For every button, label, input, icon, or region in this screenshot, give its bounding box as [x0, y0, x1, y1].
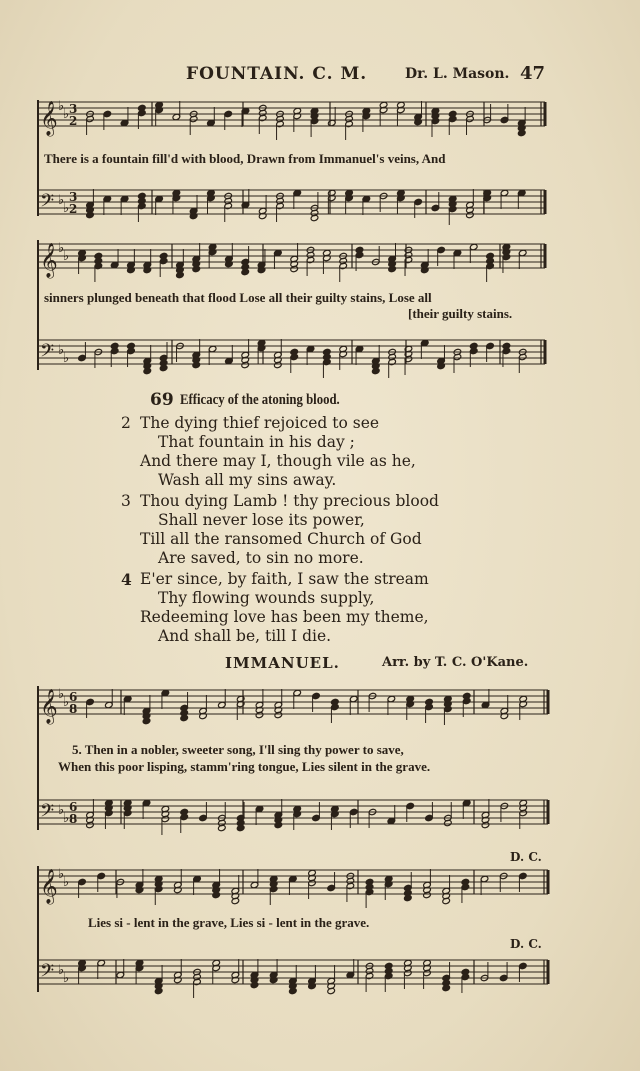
verse-2-line-2: That fountain in his day ; — [158, 433, 355, 451]
verse-4-line-2: Thy flowing wounds supply, — [158, 589, 375, 607]
bass-clef-icon: 𝄢 — [40, 961, 55, 986]
flat-sign-icon: ♭ — [58, 803, 65, 818]
flat-sign-icon: ♭ — [63, 875, 70, 890]
verse-3-number: 3 — [121, 492, 131, 510]
verse-4-line-1: E'er since, by faith, I saw the stream — [140, 570, 429, 588]
verse-2-line-4: Wash all my sins away. — [158, 471, 337, 489]
bass-clef-icon: 𝄢 — [40, 341, 55, 366]
composer-credit: Dr. L. Mason. — [405, 66, 510, 82]
flat-sign-icon: ♭ — [58, 193, 65, 208]
immanuel-lyric-line-1: 5. Then in a nobler, sweeter song, I'll sing thy power to save, — [72, 742, 404, 757]
flat-sign-icon: ♭ — [63, 249, 70, 264]
tune-title-immanuel: IMMANUEL. — [225, 654, 340, 672]
flat-sign-icon: ♭ — [58, 963, 65, 978]
da-capo-mark-bottom: D. C. — [510, 937, 542, 951]
tune-title-fountain: FOUNTAIN. C. M. — [186, 64, 368, 84]
treble-clef-icon: 𝄞 — [40, 101, 58, 136]
flat-sign-icon: ♭ — [58, 343, 65, 358]
fountain-lyric-line-1: There is a fountain fill'd with blood, Drawn from Immanuel's veins, And — [44, 151, 446, 166]
bass-clef-icon: 𝄢 — [40, 191, 55, 216]
verse-3-line-2: Shall never lose its power, — [158, 511, 365, 529]
verse-2-number: 2 — [121, 414, 131, 432]
verse-3-line-1: Thou dying Lamb ! thy precious blood — [140, 492, 439, 510]
time-signature-bottom: 2 — [69, 202, 78, 216]
bass-clef-icon: 𝄢 — [40, 801, 55, 826]
arranger-credit: Arr. by T. C. O'Kane. — [382, 655, 529, 670]
flat-sign-icon: ♭ — [63, 971, 70, 986]
time-signature-top: 3 — [69, 102, 78, 116]
verse-4-line-4: And shall be, till I die. — [158, 627, 332, 645]
flat-sign-icon: ♭ — [63, 811, 70, 826]
page-number: 47 — [520, 63, 546, 84]
hymn-subtitle: Efficacy of the atoning blood. — [180, 392, 340, 408]
flat-sign-icon: ♭ — [63, 695, 70, 710]
flat-sign-icon: ♭ — [58, 241, 65, 256]
immanuel-lyric-line-2: When this poor lisping, stamm'ring tongue, Lies silent in the grave. — [58, 759, 431, 774]
time-signature-top: 3 — [69, 190, 78, 204]
verse-2-line-3: And there may I, though vile as he, — [140, 452, 416, 470]
flat-sign-icon: ♭ — [63, 351, 70, 366]
flat-sign-icon: ♭ — [58, 99, 65, 114]
verse-4-line-3: Redeeming love has been my theme, — [140, 608, 429, 626]
flat-sign-icon: ♭ — [63, 201, 70, 216]
verse-3-line-4: Are saved, to sin no more. — [158, 549, 364, 567]
time-signature-top: 6 — [69, 690, 78, 704]
hymn-number: 69 — [150, 390, 174, 410]
time-signature-bottom: 8 — [69, 812, 78, 826]
verse-2-line-1: The dying thief rejoiced to see — [140, 414, 380, 432]
fountain-lyric-line-2: sinners plunged beneath that flood Lose all their guilty stains, Lose all — [44, 290, 432, 305]
immanuel-lyric-line-3: Lies si - lent in the grave, Lies si - lent in the grave. — [88, 915, 370, 930]
treble-clef-icon: 𝄞 — [40, 243, 58, 278]
treble-clef-icon: 𝄞 — [40, 869, 58, 904]
fountain-lyric-line-2-continuation: [their guilty stains. — [408, 306, 513, 321]
flat-sign-icon: ♭ — [58, 867, 65, 882]
flat-sign-icon: ♭ — [63, 107, 70, 122]
flat-sign-icon: ♭ — [58, 687, 65, 702]
time-signature-bottom: 8 — [69, 702, 78, 716]
time-signature-bottom: 2 — [69, 114, 78, 128]
da-capo-mark-top: D. C. — [510, 850, 542, 864]
verse-4-number: 4 — [121, 570, 132, 589]
verse-3-line-3: Till all the ransomed Church of God — [140, 530, 422, 548]
time-signature-top: 6 — [69, 800, 78, 814]
treble-clef-icon: 𝄞 — [40, 689, 58, 724]
